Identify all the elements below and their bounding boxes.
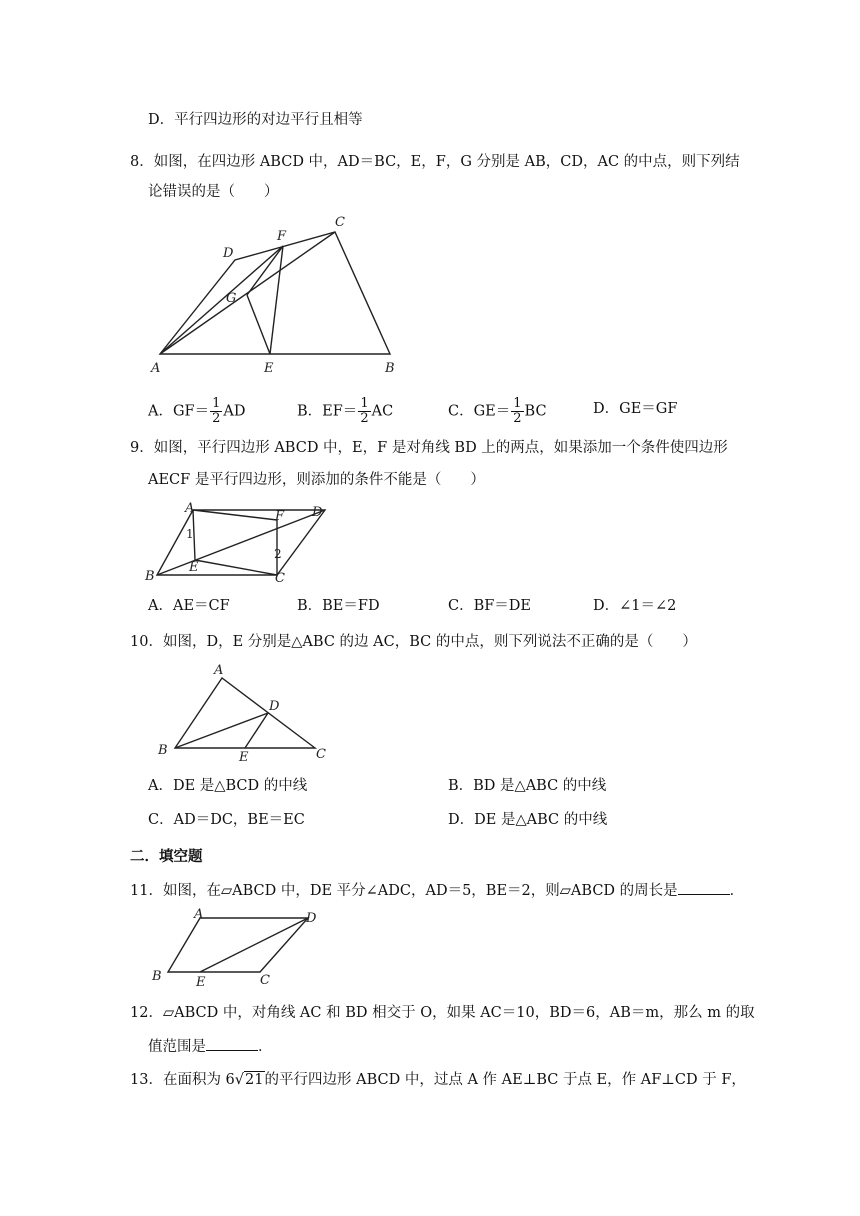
q10-label-b: B	[158, 743, 168, 758]
q8-diagonal-ac	[160, 232, 335, 354]
q8-label-e: E	[264, 361, 274, 376]
q12-answer-blank[interactable]	[206, 1036, 258, 1051]
q10-segment-de	[245, 713, 268, 748]
q11-parallelogram-figure	[148, 906, 338, 990]
q8-option-a-den: 2	[212, 411, 221, 426]
q8-stem-line1: 8．如图，在四边形 ABCD 中，AD＝BC，E，F，G 分别是 AB，CD，AC 的中点，则下列结	[130, 154, 740, 170]
q12-stem-line2	[148, 1036, 273, 1057]
q8-option-c-prefix: C．GE＝	[448, 403, 511, 420]
q8-option-a-suffix: AD	[223, 403, 246, 420]
q9-label-e: E	[189, 560, 199, 575]
q8-segment-ge	[247, 295, 270, 354]
q12-stem-end: ．	[258, 1039, 273, 1055]
q8-option-c[interactable]	[448, 397, 547, 426]
q9-segment-af	[193, 510, 277, 520]
q10-option-b[interactable]: B．BD 是△ABC 的中线	[448, 778, 607, 794]
q8-label-f: F	[277, 229, 287, 244]
q13-stem	[130, 1070, 746, 1090]
q8-label-d: D	[223, 246, 234, 261]
q10-label-c: C	[316, 747, 326, 762]
q10-option-c[interactable]: C．AD＝DC，BE＝EC	[148, 812, 305, 828]
q8-quadrilateral-figure	[145, 212, 405, 382]
q11-segment-de	[200, 918, 308, 972]
q10-label-e: E	[239, 750, 249, 765]
q8-option-d[interactable]: D．GE＝GF	[593, 401, 678, 417]
q9-option-d[interactable]: D．∠1＝∠2	[593, 598, 677, 614]
q8-option-b-den: 2	[360, 411, 369, 426]
q8-option-b-prefix: B．EF＝	[297, 403, 358, 420]
q11-label-a: A	[194, 907, 204, 922]
q7-option-d: D．平行四边形的对边平行且相等	[148, 112, 363, 128]
q11-stem-text: 11．如图，在▱ABCD 中，DE 平分∠ADC，AD＝5，BE＝2，则▱ABCD 的周长是	[130, 883, 678, 899]
q9-option-b[interactable]: B．BE＝FD	[297, 598, 380, 614]
q9-label-angle1: 1	[186, 527, 194, 541]
q10-stem: 10．如图，D，E 分别是△ABC 的边 AC，BC 的中点，则下列说法不正确的是（ ）	[130, 634, 697, 650]
q8-segment-af	[160, 246, 283, 354]
q9-label-c: C	[275, 571, 285, 586]
q9-parallelogram-figure	[145, 500, 345, 585]
q9-option-a[interactable]: A．AE＝CF	[148, 598, 230, 614]
q12-stem-line1: 12．▱ABCD 中，对角线 AC 和 BD 相交于 O，如果 AC＝10，BD＝6，AB＝m，那么 m 的取	[130, 1005, 755, 1021]
q9-label-d: D	[312, 505, 323, 520]
q11-stem-end: ．	[729, 883, 745, 899]
q9-option-c[interactable]: C．BF＝DE	[448, 598, 532, 614]
q10-option-a[interactable]: A．DE 是△BCD 的中线	[148, 778, 308, 794]
q8-option-b[interactable]	[297, 397, 393, 426]
q9-segment-ec	[195, 560, 277, 575]
q13-stem-text: 13．在面积为 6	[130, 1072, 235, 1088]
q11-answer-blank[interactable]	[678, 880, 730, 895]
q8-option-c-den: 2	[513, 411, 522, 426]
section-fill-in-title: 二．填空题	[130, 849, 203, 865]
q8-option-c-num: 1	[513, 396, 522, 411]
q8-option-b-suffix: AC	[371, 403, 394, 420]
q9-stem-line2: AECF 是平行四边形，则添加的条件不能是（ ）	[148, 472, 485, 488]
q8-option-a-fraction	[210, 397, 222, 426]
q10-triangle-outline	[175, 678, 315, 748]
q10-triangle-figure	[150, 660, 340, 765]
q8-option-a-prefix: A．GF＝	[148, 403, 210, 420]
q8-option-c-suffix: BC	[524, 403, 547, 420]
q10-label-a: A	[214, 663, 224, 678]
q8-label-c: C	[335, 215, 345, 230]
q9-label-b: B	[145, 569, 155, 584]
q13-radicand: 21	[245, 1072, 264, 1088]
q13-stem-rest: 的平行四边形 ABCD 中，过点 A 作 AE⊥BC 于点 E，作 AF⊥CD 于 F，	[264, 1072, 746, 1088]
q11-stem	[130, 880, 744, 901]
q8-option-b-num: 1	[360, 396, 369, 411]
q11-label-e: E	[196, 975, 206, 990]
q9-label-a: A	[185, 501, 195, 516]
q8-option-b-fraction	[358, 397, 370, 426]
q9-label-angle2: 2	[274, 547, 282, 561]
q10-option-d[interactable]: D．DE 是△ABC 的中线	[448, 812, 608, 828]
q8-quad-outline	[160, 232, 390, 354]
q11-label-b: B	[152, 969, 162, 984]
q8-label-g: G	[226, 291, 237, 306]
q8-label-a: A	[151, 361, 161, 376]
q8-option-a[interactable]	[148, 397, 246, 426]
q8-option-c-fraction	[511, 397, 523, 426]
q11-label-d: D	[306, 911, 317, 926]
q10-segment-bd	[175, 713, 268, 748]
q9-diagonal-bd	[157, 510, 325, 575]
q9-label-f: F	[275, 509, 285, 524]
q12-stem-text: 值范围是	[148, 1039, 206, 1055]
q8-option-a-num: 1	[212, 396, 221, 411]
sqrt-symbol: √	[234, 1072, 245, 1088]
q10-label-d: D	[269, 699, 280, 714]
q9-stem-line1: 9．如图，平行四边形 ABCD 中，E，F 是对角线 BD 上的两点，如果添加一个条件使四边形	[130, 440, 728, 456]
q8-stem-line2: 论错误的是（ ）	[148, 184, 279, 200]
q8-label-b: B	[385, 361, 395, 376]
q11-label-c: C	[260, 973, 270, 988]
q11-parallelogram-outline	[168, 918, 308, 972]
